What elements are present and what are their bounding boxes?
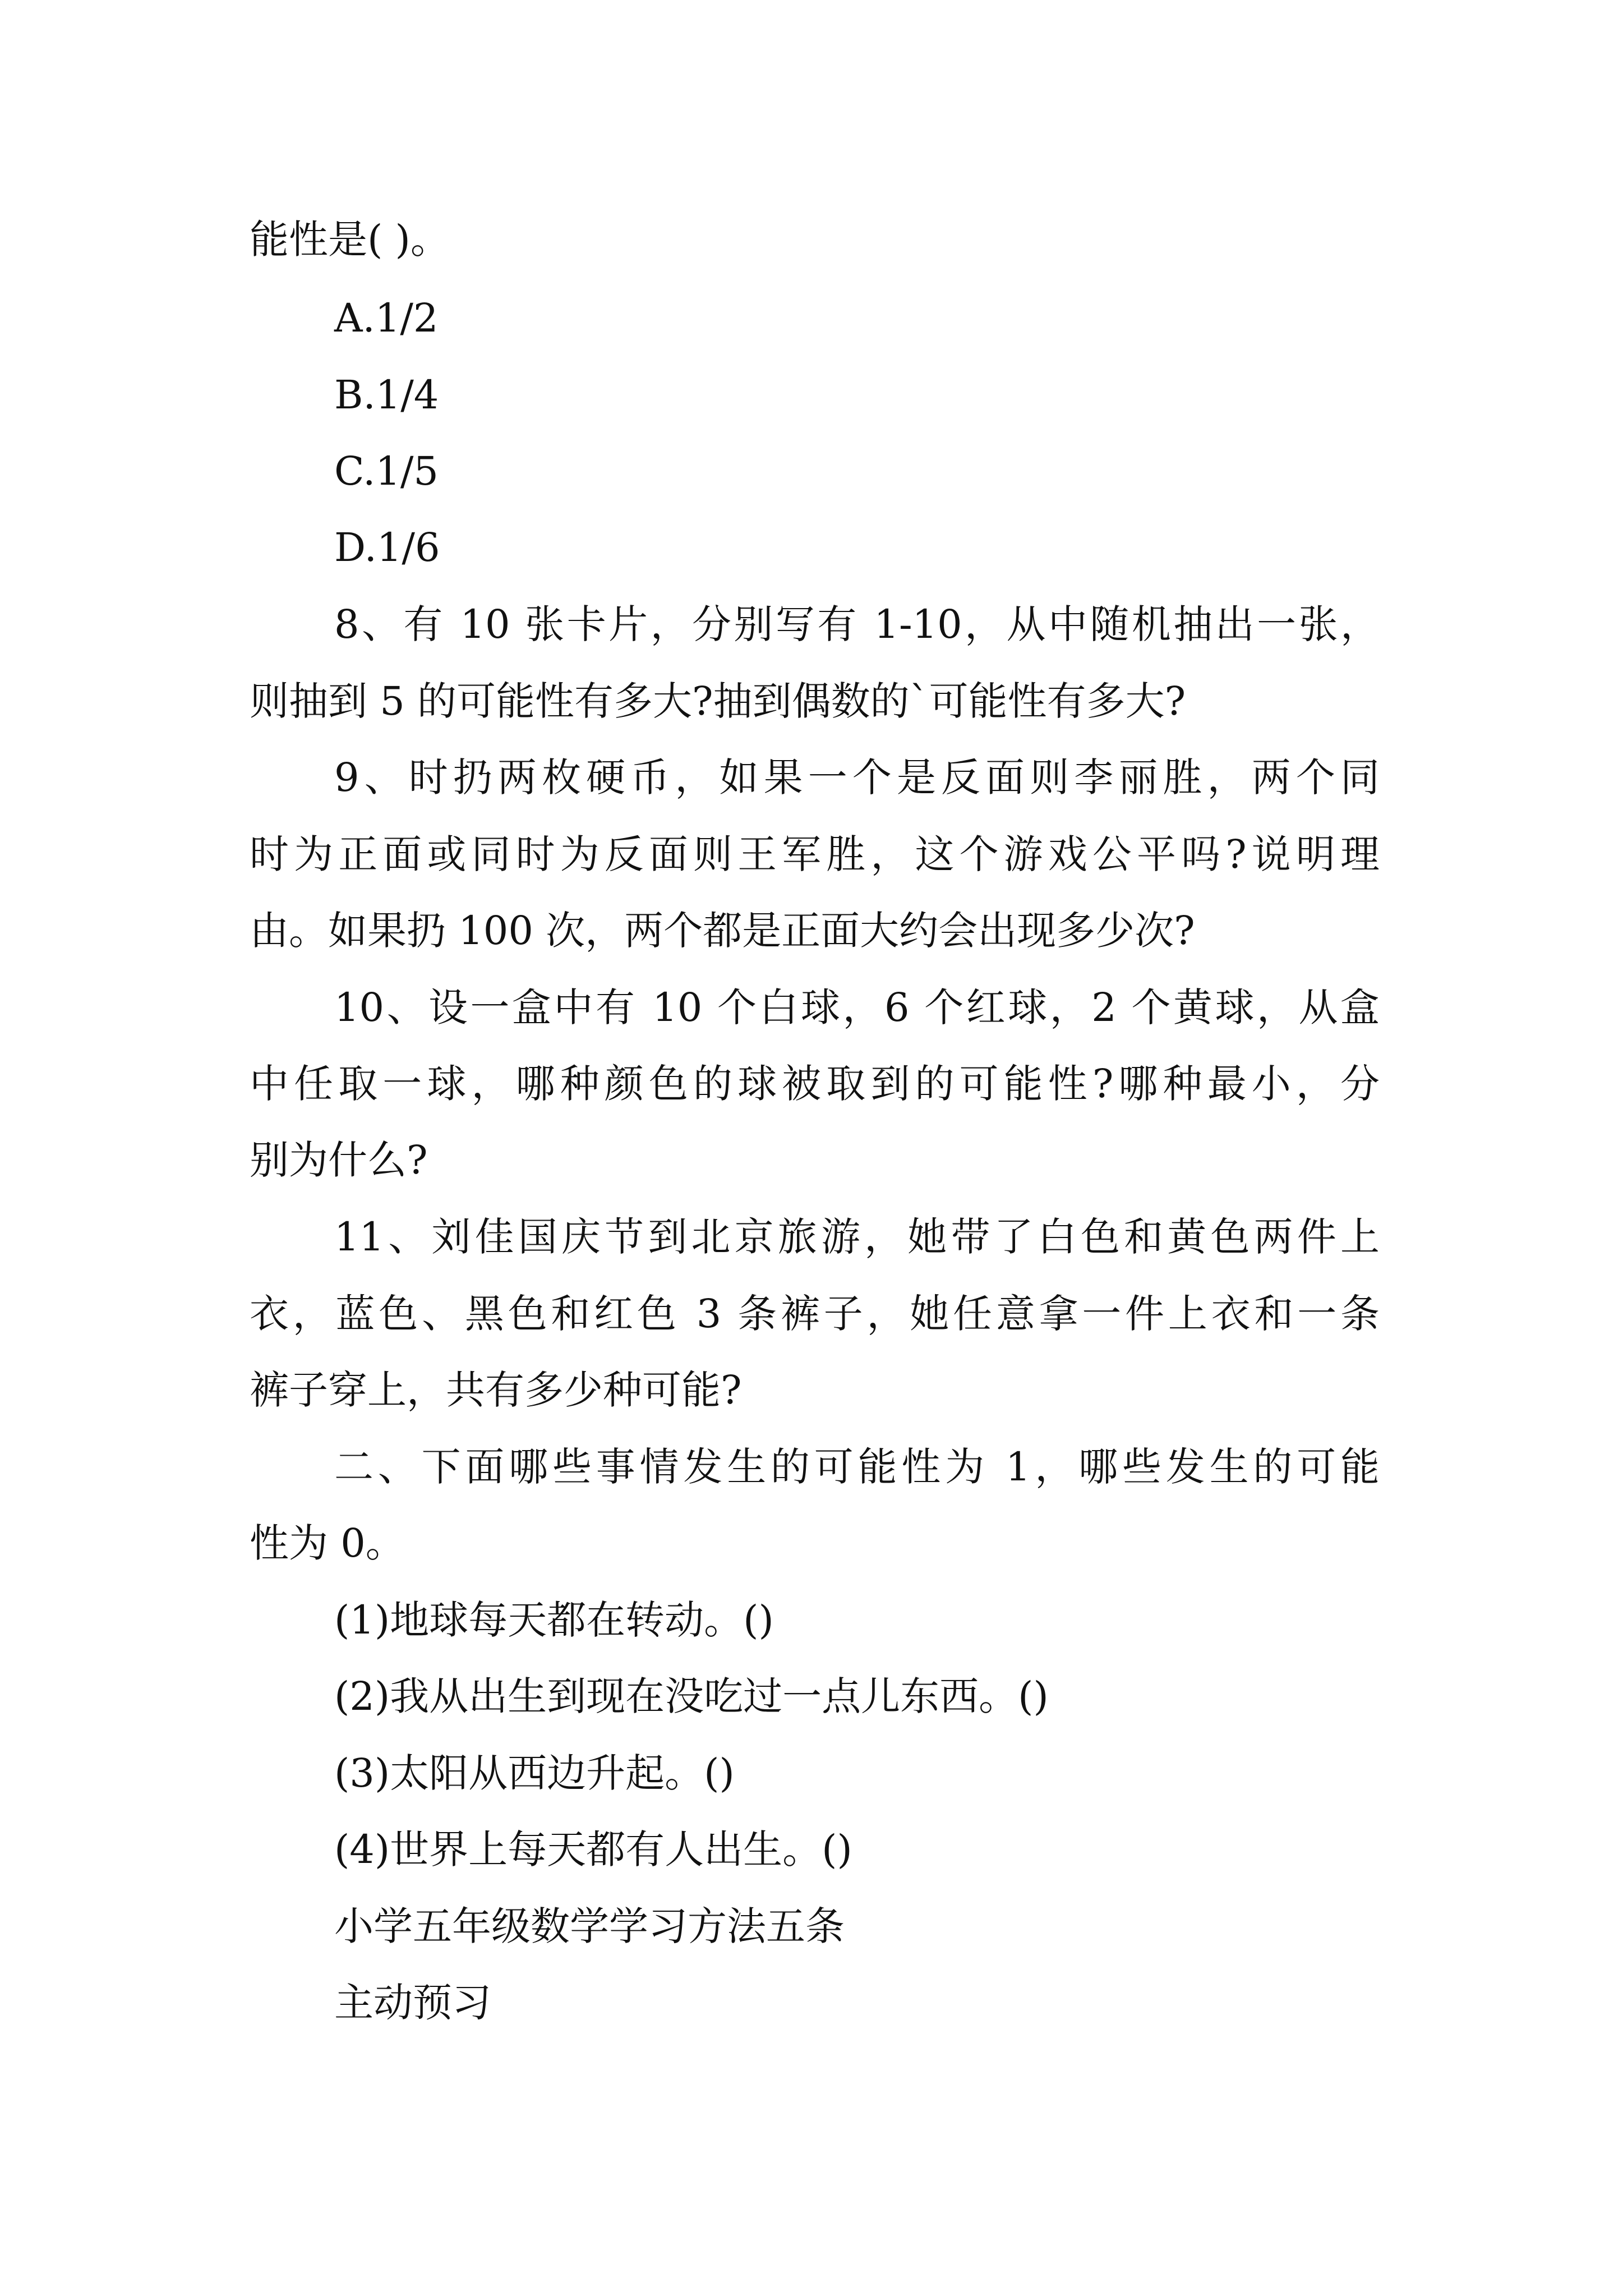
q7-option-d: D.1/6 bbox=[334, 524, 440, 570]
q10-line-2: 中任取一球，哪种颜色的球被取到的可能性?哪种最小，分 bbox=[250, 1061, 1380, 1107]
q10-line-3: 别为什么? bbox=[250, 1137, 428, 1183]
section2-line-1: 二、下面哪些事情发生的可能性为 1，哪些发生的可能 bbox=[334, 1444, 1380, 1490]
q7-continuation: 能性是( )。 bbox=[250, 217, 450, 263]
q7-option-a: A.1/2 bbox=[334, 295, 439, 341]
q7-option-b: B.1/4 bbox=[334, 372, 439, 418]
q10-line-1: 10、设一盒中有 10 个白球，6 个红球，2 个黄球，从盒 bbox=[334, 984, 1380, 1030]
section2-item-3: (3)太阳从西边升起。() bbox=[334, 1750, 735, 1796]
q11-line-3: 裤子穿上，共有多少种可能? bbox=[250, 1367, 742, 1413]
q8-line-2: 则抽到 5 的可能性有多大?抽到偶数的`可能性有多大? bbox=[250, 678, 1186, 724]
section2-line-2: 性为 0。 bbox=[250, 1520, 405, 1566]
q7-option-c: C.1/5 bbox=[334, 448, 439, 494]
section2-item-1: (1)地球每天都在转动。() bbox=[334, 1597, 774, 1643]
section-subheading: 主动预习 bbox=[334, 1980, 491, 2026]
section2-item-4: (4)世界上每天都有人出生。() bbox=[334, 1826, 852, 1872]
q11-line-1: 11、刘佳国庆节到北京旅游，她带了白色和黄色两件上 bbox=[334, 1214, 1380, 1260]
q9-line-2: 时为正面或同时为反面则王军胜，这个游戏公平吗?说明理 bbox=[250, 831, 1380, 877]
q9-line-3: 由。如果扔 100 次，两个都是正面大约会出现多少次? bbox=[250, 908, 1195, 954]
section2-item-2: (2)我从出生到现在没吃过一点儿东西。() bbox=[334, 1673, 1049, 1719]
section-heading: 小学五年级数学学习方法五条 bbox=[334, 1903, 845, 1949]
q8-line-1: 8、有 10 张卡片，分别写有 1-10，从中随机抽出一张， bbox=[334, 601, 1380, 647]
q9-line-1: 9、时扔两枚硬币，如果一个是反面则李丽胜，两个同 bbox=[334, 754, 1380, 800]
q11-line-2: 衣，蓝色、黑色和红色 3 条裤子，她任意拿一件上衣和一条 bbox=[250, 1291, 1380, 1337]
